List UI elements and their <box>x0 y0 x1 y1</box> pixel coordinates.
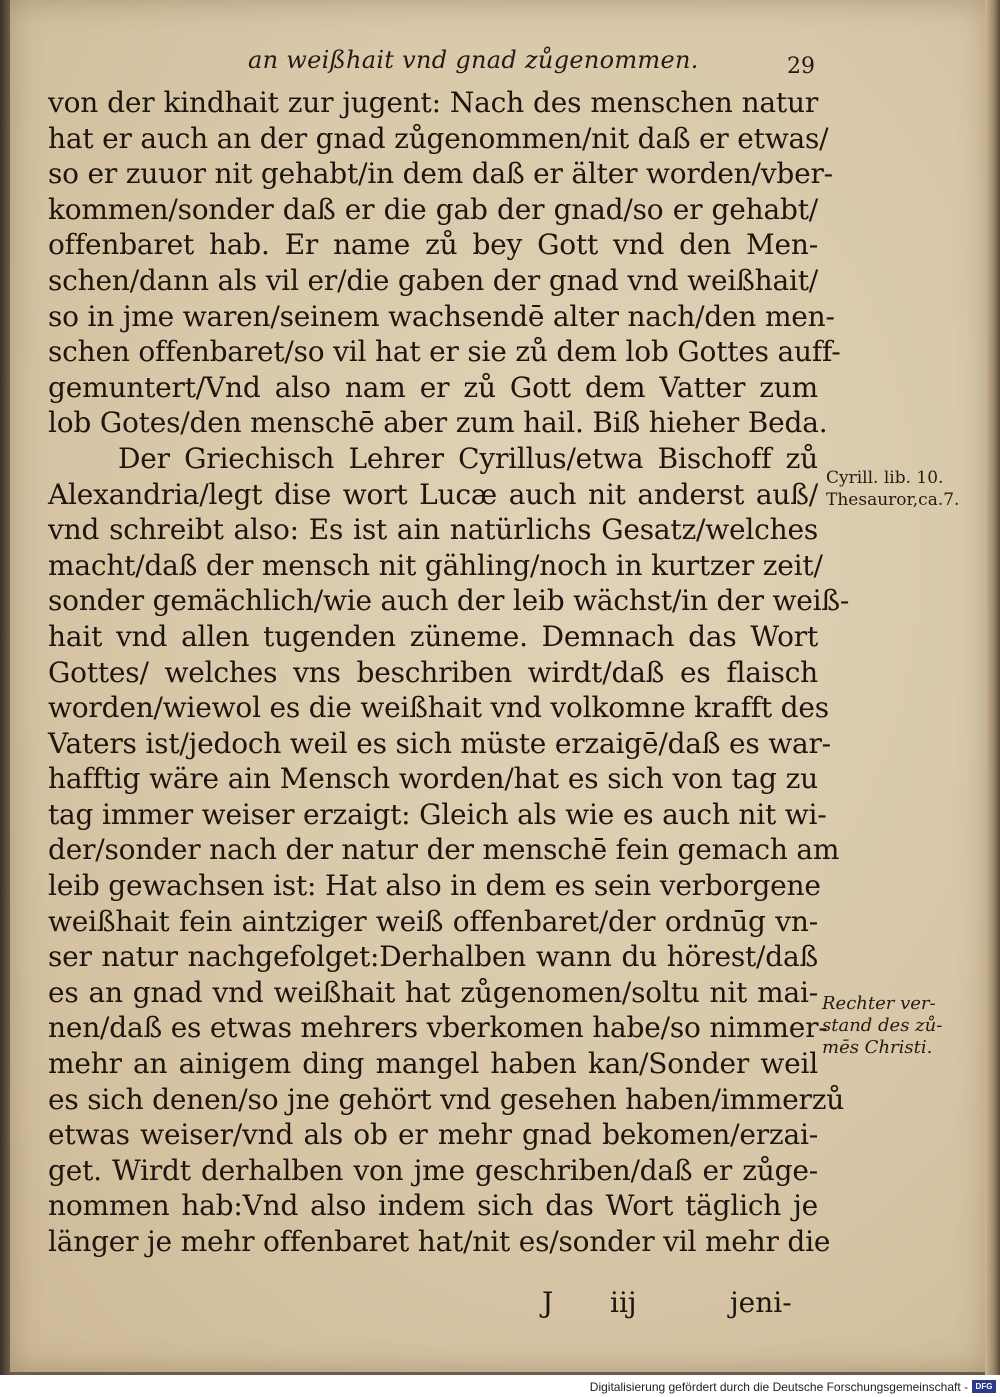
text-line: ser natur nachgefolget:Derhalben wann du hörest/daß <box>48 940 818 974</box>
margin-note-line: stand des zů- <box>822 1015 943 1036</box>
signature-number: iij <box>610 1286 637 1319</box>
text-line: Gottes/ welches vns beschriben wirdt/daß es flaisch <box>48 655 818 689</box>
text-line: länger je mehr offenbaret hat/nit es/sonder vil mehr die <box>48 1225 831 1258</box>
text-line: hafftig wäre ain Mensch worden/hat es sich von tag zu <box>48 762 818 796</box>
text-line: es an gnad vnd weißhait hat zůgenomen/soltu nit mai- <box>48 975 818 1009</box>
text-line: leib gewachsen ist: Hat also in dem es sein verborgene <box>48 869 821 903</box>
text-line: weißhait fein aintziger weiß offenbaret/der ordnūg vn- <box>48 904 818 938</box>
text-line: sonder gemächlich/wie auch der leib wächst/in der weiß- <box>48 584 850 618</box>
text-line: der/sonder nach der natur der menschē fein gemach am <box>48 833 840 867</box>
margin-note-line: mēs Christi. <box>822 1037 933 1058</box>
text-line: nommen hab:Vnd also indem sich das Wort täglich je <box>48 1189 818 1223</box>
text-line: hait vnd allen tugenden züneme. Demnach das Wort <box>48 619 818 653</box>
page-header <box>0 46 1000 82</box>
text-line: vnd schreibt also: Es ist ain natürlichs Gesatz/welches <box>48 513 818 547</box>
signature-mark: J <box>542 1286 554 1319</box>
text-line: hat er auch an der gnad zůgenommen/nit daß er etwas/ <box>48 121 829 155</box>
text-line: von der kindhait zur jugent: Nach des menschen natur <box>48 86 818 119</box>
text-line: so er zuuor nit gehabt/in dem daß er älter worden/vber- <box>48 157 833 191</box>
text-line: Der Griechisch Lehrer Cyrillus/etwa Bischoff zů <box>118 441 818 475</box>
text-line: etwas weiser/vnd als ob er mehr gnad bekomen/erzai- <box>48 1118 818 1152</box>
footer-credit: Digitalisierung gefördert durch die Deutsche Forschungsgemeinschaft - <box>589 1380 968 1394</box>
page-fore-edge <box>985 0 1000 1375</box>
margin-note-rechter-verstand <box>822 993 972 1059</box>
folio-number: 29 <box>787 54 815 79</box>
text-line: es sich denen/so jne gehört vnd gesehen haben/immerzů <box>48 1082 845 1116</box>
main-text-block <box>48 85 850 1260</box>
text-line: macht/daß der mensch nit gähling/noch in kurtzer zeit/ <box>48 548 823 582</box>
running-title: an weißhait vnd gnad zůgenommen. <box>248 46 699 74</box>
text-line: schen/dann als vil er/die gaben der gnad vnd weißhait/ <box>48 263 818 297</box>
text-line: offenbaret hab. Er name zů bey Gott vnd den Men- <box>48 228 818 262</box>
margin-note-line: Thesauror,ca.7. <box>826 490 960 510</box>
margin-note-cyrill <box>826 467 976 511</box>
digitization-footer <box>0 1377 1000 1397</box>
text-line: get. Wirdt derhalben von jme geschriben/daß er zůge- <box>48 1153 818 1187</box>
text-line: kommen/sonder daß er die gab der gnad/so er gehabt/ <box>48 192 818 226</box>
text-line: so in jme waren/seinem wachsendē alter nach/den men- <box>48 299 835 333</box>
signature-line <box>530 1286 820 1322</box>
margin-note-line: Rechter ver- <box>822 993 936 1014</box>
text-line: nen/daß es etwas mehrers vberkomen habe/so nimmer- <box>48 1011 828 1045</box>
text-line: Vaters ist/jedoch weil es sich müste erzaigē/daß es war- <box>48 726 831 760</box>
text-line: mehr an ainigem ding mangel haben kan/Sonder weil <box>48 1047 818 1081</box>
text-line: schen offenbaret/so vil hat er sie zů dem lob Gottes auff- <box>48 335 841 369</box>
margin-note-line: Cyrill. lib. 10. <box>826 468 944 488</box>
text-line: gemuntert/Vnd also nam er zů Gott dem Vatter zum <box>48 370 818 404</box>
text-line: Alexandria/legt dise wort Lucæ auch nit anderst auß/ <box>48 477 818 511</box>
book-binding-edge <box>0 0 10 1375</box>
catchword: jeni- <box>730 1286 792 1319</box>
text-line: lob Gotes/den menschē aber zum hail. Biß hieher Beda. <box>48 406 828 440</box>
text-line: worden/wiewol es die weißhait vnd volkomne krafft des <box>48 691 829 725</box>
dfg-logo: DFG <box>972 1380 996 1393</box>
text-line: tag immer weiser erzaigt: Gleich als wie es auch nit wi- <box>48 797 827 831</box>
